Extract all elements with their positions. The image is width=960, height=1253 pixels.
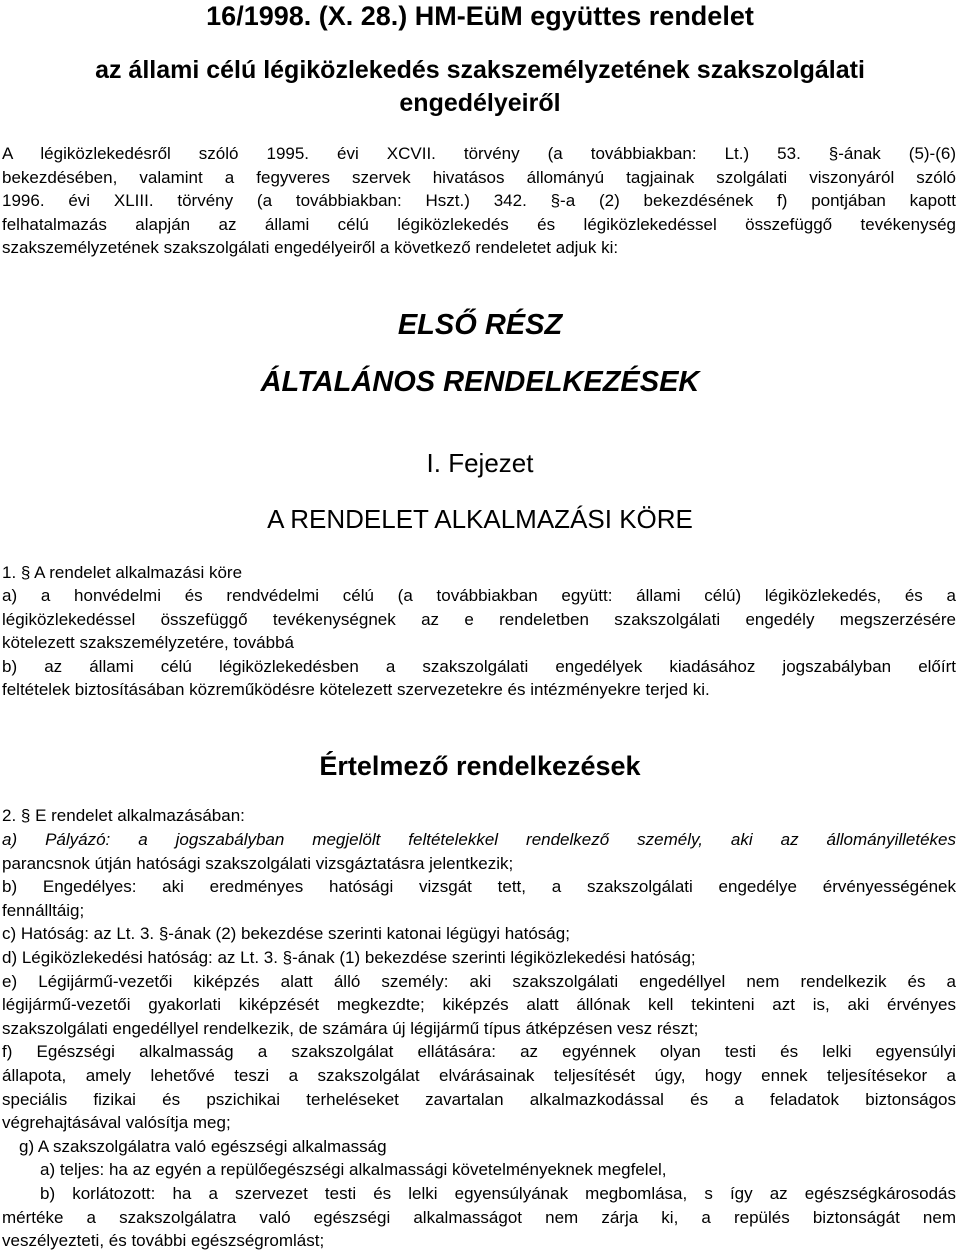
preamble <box>2 142 956 260</box>
definition-line: a) Pályázó: a jogszabályban megjelölt feltételekkel rendelkező személy, aki az állományilletékes <box>2 830 956 849</box>
decree-title: 16/1998. (X. 28.) HM-EüM együttes rendelet <box>206 1 754 31</box>
definition-line: végrehajtásával valósítja meg; <box>2 1113 231 1133</box>
definition-line: fennálltáig; <box>2 900 85 920</box>
definition-line: b) korlátozott: ha a szervezet testi és lelki egyensúlyának megbomlása, s így az egészségkárosodás <box>40 1183 956 1203</box>
decree-subject-line2: engedélyeiről <box>399 89 561 117</box>
preamble-line: felhatalmazás alapján az állami célú légiközlekedés és légiközlekedéssel összefüggő tevékenység <box>2 214 956 234</box>
section1-line: feltételek biztosításában közreműködésre kötelezett szervezetekre és intézményekre terjed ki. <box>2 680 710 700</box>
section1-body <box>2 584 956 702</box>
definition-line: szakszolgálati engedéllyel rendelkezik, de számára új légijármű típus átképzésen vesz részt; <box>2 1018 699 1038</box>
definition-line: állapota, amely lehetővé teszi a szakszolgálat elvárásainak teljesítését úgy, hogy ennek teljesítésekor a <box>2 1065 956 1085</box>
section2-body <box>2 828 956 1253</box>
definition-line: mértéke a szakszolgálatra való egészségi alkalmasságot nem zárja ki, a repülés biztonságát nem <box>2 1207 956 1227</box>
chapter-number: I. Fejezet <box>426 448 534 478</box>
section1-line: a) a honvédelmi és rendvédelmi célú (a továbbiakban együtt: állami célú) légiközlekedés, és a <box>2 586 956 605</box>
definition-line: f) Egészségi alkalmasság a szakszolgálat ellátására: az egyénnek olyan testi és lelki egyensúlyi <box>2 1042 956 1062</box>
section1-line: légiközlekedéssel összefüggő tevékenységnek az e rendeletben szakszolgálati engedély megszerzésére <box>2 609 956 629</box>
section1-line: b) az állami célú légiközlekedésben a szakszolgálati engedélyek kiadásához jogszabályban előírt <box>2 656 956 676</box>
preamble-line: 1996. évi XLIII. törvény (a továbbiakban: Hszt.) 342. §-a (2) bekezdésének f) pontjában kapott <box>2 191 956 211</box>
definition-line: b) Engedélyes: aki eredményes hatósági vizsgát tett, a szakszolgálati engedélye érvényességének <box>2 877 956 897</box>
definitions-title: Értelmező rendelkezések <box>319 751 641 781</box>
definition-line: parancsnok útján hatósági szakszolgálati vizsgáztatásra jelentkezik; <box>2 853 514 873</box>
definition-line: c) Hatóság: az Lt. 3. §-ának (2) bekezdése szerinti katonai légügyi hatóság; <box>2 924 570 944</box>
decree-subject-line1: az állami célú légiközlekedés szakszemélyzetének szakszolgálati <box>95 56 865 84</box>
definition-line: e) Légijármű-vezetői kiképzés alatt álló személy: aki szakszolgálati engedéllyel nem rendelkezik és a <box>2 971 956 991</box>
chapter-title: A RENDELET ALKALMAZÁSI KÖRE <box>267 504 693 534</box>
part-title: ELSŐ RÉSZ <box>397 309 563 341</box>
section1-heading: 1. § A rendelet alkalmazási köre <box>2 563 243 582</box>
preamble-line: szakszemélyzetének szakszolgálati engedélyeiről a következő rendeletet adjuk ki: <box>2 238 619 258</box>
part-subtitle: ÁLTALÁNOS RENDELKEZÉSEK <box>260 366 700 398</box>
definition-line: speciális fizikai és pszichikai terheléseket zavartalan alkalmazkodással és a feladatok biztonságos <box>2 1089 956 1109</box>
preamble-line: A légiközlekedésről szóló 1995. évi XCVII. törvény (a továbbiakban: Lt.) 53. §-ának (5)-(6) <box>2 144 956 163</box>
section2-heading: 2. § E rendelet alkalmazásában: <box>2 806 245 825</box>
definition-line: g) A szakszolgálatra való egészségi alkalmasság <box>19 1136 387 1156</box>
section1-line: kötelezett szakszemélyzetére, továbbá <box>2 633 294 653</box>
definition-line: veszélyezteti, és további egészségromlást; <box>2 1231 325 1251</box>
definition-line: d) Légiközlekedési hatóság: az Lt. 3. §-ának (1) bekezdése szerinti légiközlekedési hatóság; <box>2 947 696 967</box>
definition-line: légijármű-vezetői gyakorlati kiképzését megkezdte; kiképzés alatt állónak kell tekinteni azt is, aki érvényes <box>2 995 956 1015</box>
preamble-line: bekezdésében, valamint a fegyveres szervek hivatásos állományú tagjainak szolgálati viszonyáról szóló <box>2 167 956 187</box>
definition-line: a) teljes: ha az egyén a repülőegészségi alkalmassági követelményeknek megfelel, <box>40 1160 667 1180</box>
